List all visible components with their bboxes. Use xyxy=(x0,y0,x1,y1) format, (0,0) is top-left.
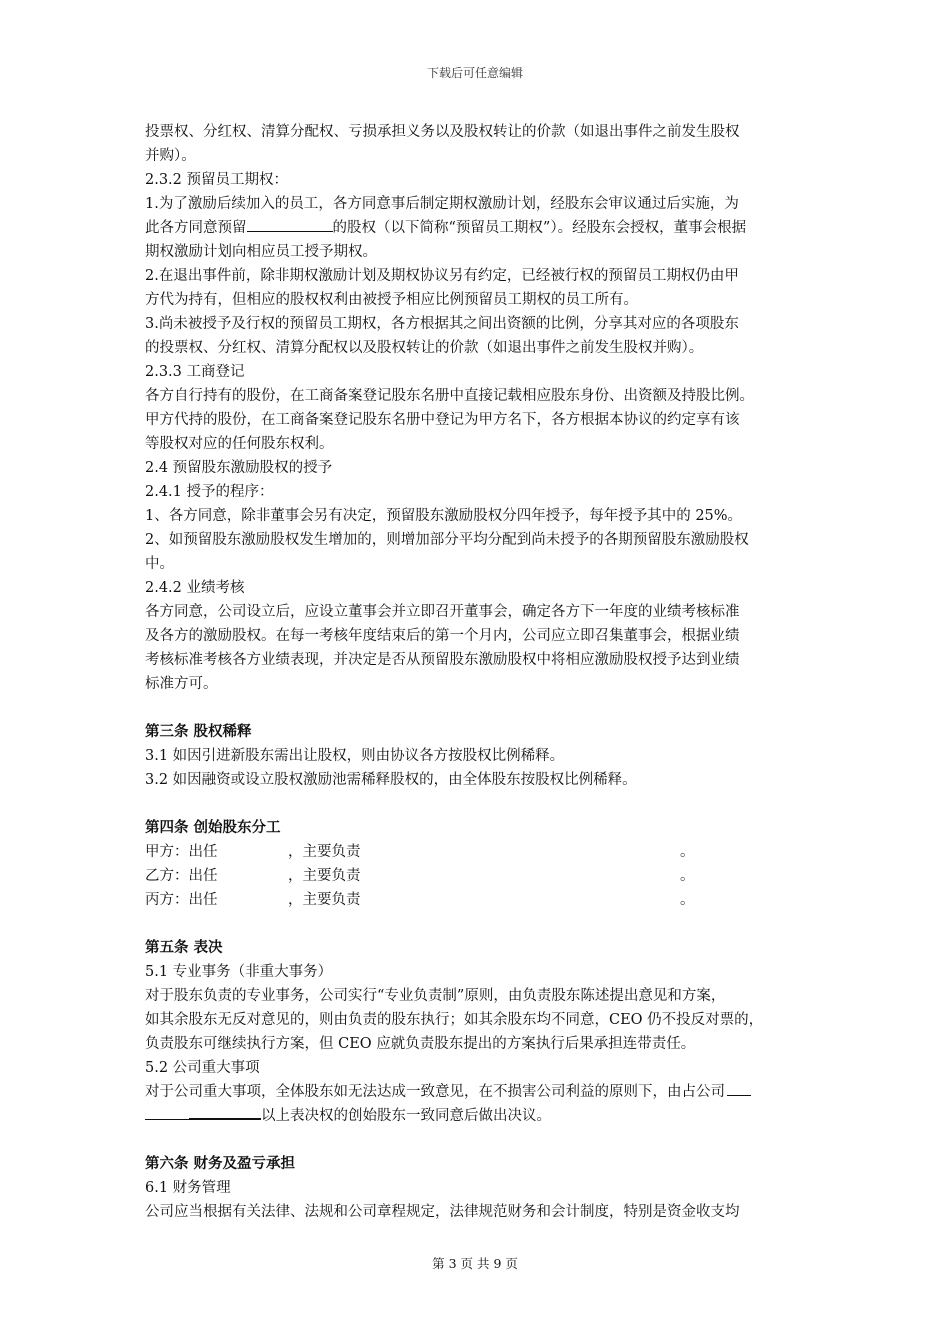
duty-end: 。 xyxy=(680,844,695,860)
duty-end: 。 xyxy=(680,892,695,908)
article-5-title: 第五条 表决 xyxy=(145,940,223,956)
section-label: 2.3.3 工商登记 xyxy=(145,364,245,380)
paragraph-text: 以上表决权的创始股东一致同意后做出决议。 xyxy=(261,1108,551,1124)
paragraph-line: 2、如预留股东激励股权发生增加的，则增加部分平均分配到尚未授予的各期预留股东激励股权 xyxy=(145,532,749,548)
spacer xyxy=(145,1128,815,1152)
duty-responsibility: ，主要负责 xyxy=(288,844,361,860)
paragraph-line: 公司应当根据有关法律、法规和公司章程规定，法律规范财务和会计制度，特别是资金收支均 xyxy=(145,1204,740,1220)
article-3-item: 3.1 如因引进新股东需出让股权，则由协议各方按股权比例稀释。 xyxy=(145,748,565,764)
section-label: 2.3.2 预留员工期权： xyxy=(145,172,289,188)
paragraph-line: 期权激励计划向相应员工授予期权。 xyxy=(145,244,377,260)
paragraph-line-with-blank xyxy=(145,216,815,240)
paragraph-line: 3.尚未被授予及行权的预留员工期权，各方根据其之间出资额的比例，分享其对应的各项股东 xyxy=(145,316,739,332)
paragraph-line: 标准方可。 xyxy=(145,676,218,692)
article-6-title: 第六条 财务及盈亏承担 xyxy=(145,1156,296,1172)
paragraph-line: 2.在退出事件前，除非期权激励计划及期权协议另有约定，已经被行权的预留员工期权仍由甲 xyxy=(145,268,739,284)
duty-responsibility: ，主要负责 xyxy=(288,892,361,908)
paragraph-line: 方代为持有，但相应的股权权利由被授予相应比例预留员工期权的员工所有。 xyxy=(145,292,638,308)
paragraph-line-with-blank xyxy=(145,1080,815,1104)
page-footer: 第 3 页 共 9 页 xyxy=(432,1256,518,1271)
paragraph-line: 甲方代持的股份，在工商备案登记股东名册中登记为甲方名下，各方根据本协议的约定享有该 xyxy=(145,412,740,428)
fill-blank xyxy=(189,1104,261,1120)
document-body xyxy=(145,120,815,1224)
text-after-blank: 的股权（以下简称“预留员工期权”）。经股东会授权，董事会根据 xyxy=(332,220,747,236)
section-label: 6.1 财务管理 xyxy=(145,1180,231,1196)
section-label: 2.4 预留股东激励股权的授予 xyxy=(145,460,333,476)
section-label: 2.4.2 业绩考核 xyxy=(145,580,245,596)
paragraph-line: 负责股东可继续执行方案，但 CEO 应就负责股东提出的方案执行后果承担连带责任。 xyxy=(145,1036,696,1052)
duty-responsibility: ，主要负责 xyxy=(288,868,361,884)
article-3-item: 3.2 如因融资或设立股权激励池需稀释股权的，由全体股东按股权比例稀释。 xyxy=(145,772,637,788)
section-label: 5.1 专业事务（非重大事务） xyxy=(145,964,333,980)
paragraph-line-with-blank xyxy=(145,1104,815,1128)
duty-row xyxy=(145,864,815,888)
paragraph-line: 1、各方同意，除非董事会另有决定，预留股东激励股权分四年授予，每年授予其中的 25%。 xyxy=(145,508,743,524)
paragraph-line: 及各方的激励股权。在每一考核年度结束后的第一个月内，公司应立即召集董事会，根据业绩 xyxy=(145,628,740,644)
article-3-title: 第三条 股权稀释 xyxy=(145,724,252,740)
duty-party: 乙方：出任 xyxy=(145,868,218,884)
paragraph-line: 中。 xyxy=(145,556,174,572)
duty-end: 。 xyxy=(680,868,695,884)
paragraph-line: 对于股东负责的专业事务，公司实行“专业负责制”原则，由负责股东陈述提出意见和方案， xyxy=(145,988,726,1004)
duty-row xyxy=(145,840,815,864)
section-label: 2.4.1 授予的程序： xyxy=(145,484,274,500)
paragraph-line: 各方自行持有的股份，在工商备案登记股东名册中直接记载相应股东身份、出资额及持股比例。 xyxy=(145,388,754,404)
section-label: 5.2 公司重大事项 xyxy=(145,1060,260,1076)
paragraph-line: 1.为了激励后续加入的员工，各方同意事后制定期权激励计划，经股东会审议通过后实施，为 xyxy=(145,196,739,212)
paragraph-line: 如其余股东无反对意见的，则由负责的股东执行；如其余股东均不同意，CEO 仍不投反对票的， xyxy=(145,1012,764,1028)
paragraph-line: 的投票权、分红权、清算分配权以及股权转让的价款（如退出事件之前发生股权并购）。 xyxy=(145,340,704,356)
fill-blank xyxy=(247,217,333,232)
spacer xyxy=(145,696,815,720)
fill-blank xyxy=(145,1105,189,1120)
duty-row xyxy=(145,888,815,912)
paragraph-line: 考核标准考核各方业绩表现，并决定是否从预留股东激励股权中将相应激励股权授予达到业绩 xyxy=(145,652,740,668)
fill-blank xyxy=(727,1081,751,1096)
page-header: 下载后可任意编辑 xyxy=(426,66,523,80)
paragraph-line: 等股权对应的任何股东权利。 xyxy=(145,436,334,452)
paragraph-line: 投票权、分红权、清算分配权、亏损承担义务以及股权转让的价款（如退出事件之前发生股权 xyxy=(145,124,740,140)
spacer xyxy=(145,792,815,816)
article-4-title: 第四条 创始股东分工 xyxy=(145,820,281,836)
text-before-blank: 此各方同意预留 xyxy=(145,220,247,236)
spacer xyxy=(145,912,815,936)
duty-party: 丙方：出任 xyxy=(145,892,218,908)
paragraph-line: 各方同意，公司设立后，应设立董事会并立即召开董事会，确定各方下一年度的业绩考核标准 xyxy=(145,604,740,620)
paragraph-text: 对于公司重大事项，全体股东如无法达成一致意见，在不损害公司利益的原则下，由占公司 xyxy=(145,1084,725,1100)
paragraph-line: 并购）。 xyxy=(145,148,196,164)
duty-party: 甲方：出任 xyxy=(145,844,218,860)
